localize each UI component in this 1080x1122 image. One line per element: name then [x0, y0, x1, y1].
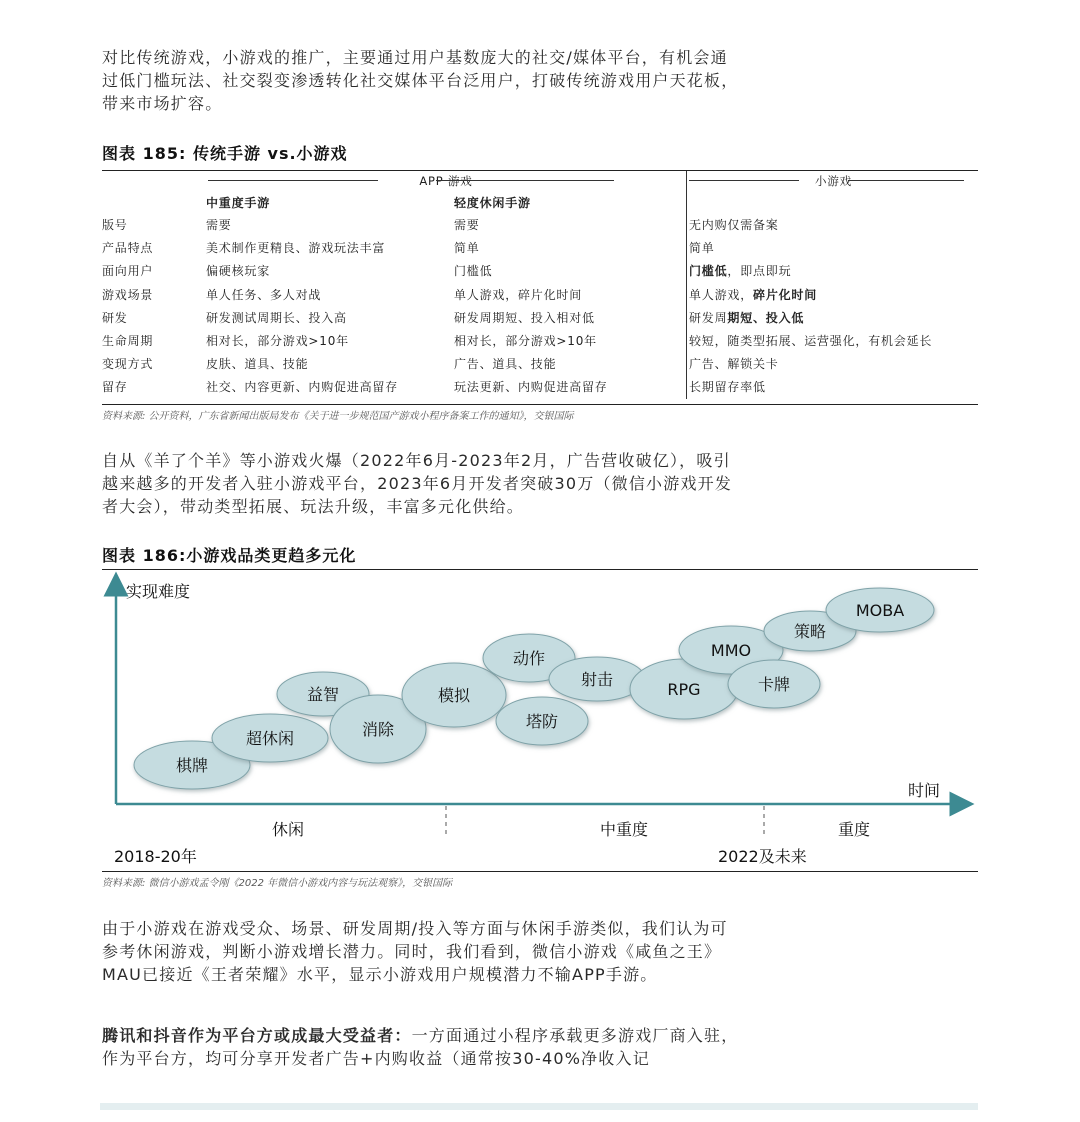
table-row: 产品特点 美术制作更精良、游戏玩法丰富 简单 简单 [102, 236, 978, 259]
table-row: 生命周期 相对长，部分游戏>10年 相对长，部分游戏>10年 较短，随类型拓展、运营强化，有机会延长 [102, 329, 978, 352]
col-light-casual: 轻度休闲手游 [454, 195, 531, 210]
table-bottom-rule [102, 404, 978, 405]
footer-bar [100, 1103, 978, 1110]
genre-bubble-12 [826, 588, 934, 632]
genre-bubble-label: 射击 [580, 670, 614, 689]
table-row: 研发 研发测试周期长、投入高 研发周期短、投入相对低 研发周期短、投入低 [102, 306, 978, 329]
genre-bubble-label: 超休闲 [245, 729, 295, 748]
mini-game-group-label: 小游戏 [815, 174, 852, 188]
comparison-table [102, 171, 978, 399]
genre-bubble-1 [212, 714, 328, 762]
stage-label-casual: 休闲 [272, 820, 305, 839]
genre-bubble-label: MMO [710, 641, 752, 660]
genre-bubble-5 [496, 697, 588, 745]
genre-bubble-label: MOBA [855, 601, 905, 620]
genre-bubble-label: RPG [667, 680, 701, 699]
period-label-early: 2018-20年 [114, 847, 197, 866]
stage-label-hardcore: 重度 [838, 820, 871, 839]
y-axis-label: 实现难度 [126, 582, 191, 601]
genre-bubble-label: 塔防 [525, 712, 559, 731]
figure-185-title: 图表 185: 传统手游 vs.小游戏 [102, 144, 348, 163]
genre-bubble-4 [402, 663, 506, 727]
genre-bubble-label: 消除 [361, 720, 395, 739]
figure-186-title: 图表 186:小游戏品类更趋多元化 [102, 546, 357, 565]
second-paragraph: 自从《羊了个羊》等小游戏火爆（2022年6月-2023年2月，广告营收破亿），吸引越来越多的开发者入驻小游戏平台，2023年6月开发者突破30万（微信小游戏开发者大会），带动类型拓展、玩法升级，丰富多元化供给。 [102, 451, 733, 516]
app-game-group-label: APP 游戏 [419, 174, 473, 188]
genre-bubble-label: 棋牌 [175, 756, 209, 775]
chart-source-note: 资料来源: 微信小游戏孟令刚《2022 年微信小游戏内容与玩法观察》，交银国际 [102, 878, 453, 889]
genre-bubble-label: 模拟 [437, 686, 471, 705]
table-row: 游戏场景 单人任务、多人对战 单人游戏，碎片化时间 单人游戏，碎片化时间 [102, 283, 978, 306]
x-axis-label: 时间 [908, 781, 941, 800]
stage-label-midcore: 中重度 [600, 820, 649, 839]
beneficiary-text: 一方面通过小程序承载更多游戏厂商入驻，作为平台方，均可分享开发者广告+内购收益（通常按30-40%净收入记 [102, 1026, 739, 1068]
beneficiary-lead: 腾讯和抖音作为平台方或成最大受益者： [102, 1026, 412, 1045]
genre-bubble-10 [728, 660, 820, 708]
table-source-note: 资料来源: 公开资料，广东省新闻出版局发布《关于进一步规范国产游戏小程序备案工作的通知》，交银国际 [102, 411, 574, 422]
table-row: 版号 需要 需要 无内购仅需备案 [102, 213, 978, 236]
app-game-group-header [206, 171, 687, 191]
mini-game-group-header [687, 171, 979, 191]
genre-bubble-label: 卡牌 [757, 675, 791, 694]
category-diversity-chart [102, 570, 978, 870]
col-mid-heavy: 中重度手游 [206, 195, 271, 210]
genre-bubble-label: 动作 [512, 649, 546, 668]
genre-bubble-label: 策略 [793, 622, 827, 641]
table-row: 面向用户 偏硬核玩家 门槛低 门槛低，即点即玩 [102, 259, 978, 282]
table-row: 变现方式 皮肤、道具、技能 广告、道具、技能 广告、解锁关卡 [102, 352, 978, 375]
table-row: 留存 社交、内容更新、内购促进高留存 玩法更新、内购促进高留存 长期留存率低 [102, 375, 978, 398]
chart-bottom-rule [102, 871, 978, 872]
fourth-paragraph [102, 1024, 742, 1070]
genre-bubbles [134, 588, 934, 789]
period-label-future: 2022及未来 [718, 847, 807, 866]
third-paragraph: 由于小游戏在游戏受众、场景、研发周期/投入等方面与休闲手游类似，我们认为可参考休闲游戏，判断小游戏增长潜力。同时，我们看到，微信小游戏《咸鱼之王》MAU已接近《王者荣耀》水平，显示小游戏用户规模潜力不输APP手游。 [102, 919, 728, 984]
genre-bubble-label: 益智 [306, 685, 340, 704]
intro-paragraph: 对比传统游戏，小游戏的推广，主要通过用户基数庞大的社交/媒体平台，有机会通过低门槛玩法、社交裂变渗透转化社交媒体平台泛用户，打破传统游戏用户天花板，带来市场扩容。 [102, 48, 739, 113]
